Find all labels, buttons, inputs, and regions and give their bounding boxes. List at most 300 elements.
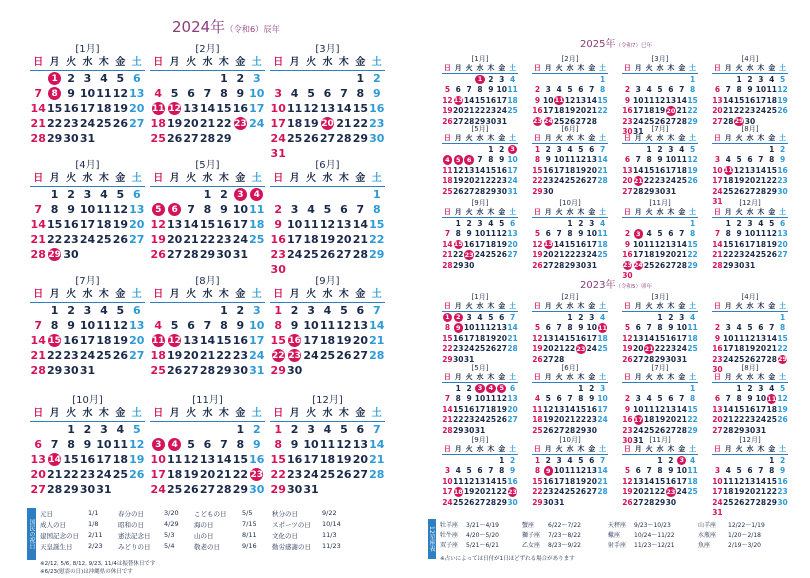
month-block [712, 436, 788, 518]
day: 25 [150, 364, 166, 377]
day: 2 [747, 383, 753, 393]
weekday-label: 土 [131, 173, 142, 184]
day: 28 [712, 260, 723, 270]
zodiac-note: ※占いによっては日付が1日ほどずれる場合があります [440, 556, 575, 562]
zodiac-sign: 乙女座 [522, 542, 541, 549]
month-block [270, 44, 385, 161]
day: 14 [597, 466, 608, 476]
day: 31 [79, 364, 96, 377]
day: 13 [183, 334, 199, 347]
day: 15 [63, 453, 79, 466]
day: 28 [507, 344, 518, 354]
empty-cell [166, 303, 182, 318]
empty-cell [554, 218, 565, 229]
day: 17 [79, 334, 96, 347]
weekday-label: 火 [465, 64, 473, 72]
day: 15 [654, 333, 666, 343]
empty-cell [442, 74, 453, 85]
day: 30 [249, 483, 265, 496]
weekday-header [712, 134, 788, 144]
day: 17 [474, 404, 486, 414]
empty-cell [622, 383, 633, 394]
day: 25 [564, 487, 576, 497]
day: 16 [665, 476, 677, 486]
holiday-day: 11 [767, 394, 777, 403]
day: 24 [586, 250, 597, 260]
weekday-label: 月 [49, 289, 60, 300]
day: 24 [232, 233, 248, 246]
day: 29 [453, 425, 464, 435]
day: 31 [665, 186, 677, 196]
day: 29 [687, 116, 698, 126]
day: 17 [303, 453, 319, 466]
day: 2 [534, 85, 541, 95]
day: 26 [303, 132, 319, 145]
day: 7 [679, 85, 685, 95]
day: 11 [507, 85, 518, 95]
day: 11 [733, 333, 745, 343]
month-block [622, 364, 698, 446]
holiday-name: 海の日 [194, 521, 214, 529]
day: 19 [622, 344, 633, 354]
day: 13 [622, 165, 633, 175]
weekday-label: 火 [645, 208, 653, 216]
day: 22 [733, 106, 745, 116]
day: 15 [270, 334, 286, 347]
day: 14 [553, 239, 565, 249]
day: 5 [657, 394, 663, 404]
day: 22 [46, 349, 63, 362]
holiday-day: 11 [151, 335, 165, 346]
day: 7 [444, 229, 451, 239]
day: 12 [463, 476, 475, 486]
day: 24 [676, 344, 687, 354]
weekday-label: 木 [757, 445, 765, 453]
day: 12 [442, 95, 453, 105]
day: 28 [30, 364, 46, 377]
day: 16 [654, 165, 666, 175]
day: 26 [733, 186, 745, 196]
day: 24 [496, 106, 507, 116]
day: 13 [474, 476, 486, 486]
day: 22 [532, 176, 543, 186]
day-grid [622, 455, 698, 508]
empty-cell [532, 312, 543, 323]
day: 18 [643, 106, 655, 116]
day: 8 [488, 155, 494, 165]
weekday-label: 木 [338, 408, 349, 419]
day: 9 [624, 404, 631, 414]
day: 17 [744, 239, 756, 249]
weekday-header [532, 134, 608, 144]
day: 25 [643, 116, 655, 126]
day: 10 [755, 85, 767, 95]
day: 3 [679, 312, 685, 322]
weekday-label: 土 [599, 373, 607, 381]
day: 4 [599, 218, 606, 228]
day: 27 [755, 354, 767, 364]
weekday-label: 木 [338, 57, 349, 68]
empty-cell [442, 144, 453, 155]
day: 28 [485, 497, 497, 507]
day: 24 [712, 186, 723, 196]
weekday-header [622, 134, 698, 144]
day: 10 [270, 102, 286, 115]
day: 30 [622, 436, 633, 446]
empty-cell [453, 74, 464, 85]
holiday-date: 4/29 [164, 520, 179, 528]
day-grid [442, 74, 518, 127]
zodiac-dates: 6/22〜7/22 [548, 522, 581, 529]
weekday-label: 土 [779, 134, 787, 142]
day: 24 [597, 415, 608, 425]
empty-cell [554, 74, 565, 85]
weekday-label: 月 [634, 302, 642, 310]
day: 12 [532, 239, 543, 249]
day: 31 [633, 436, 644, 446]
day: 21 [643, 487, 655, 497]
holiday-date: 9/22 [322, 509, 337, 517]
weekday-label: 日 [623, 445, 631, 453]
day: 16 [270, 233, 286, 246]
day: 20 [183, 349, 199, 362]
day: 30 [622, 271, 633, 281]
day: 15 [564, 333, 576, 343]
weekday-label: 火 [645, 134, 653, 142]
month-name: [2月] [561, 55, 579, 63]
day: 16 [575, 333, 587, 343]
day: 21 [442, 250, 453, 260]
weekday-label: 金 [588, 208, 596, 216]
weekday-label: 木 [757, 134, 765, 142]
day: 12 [777, 394, 788, 404]
day: 8 [689, 229, 696, 239]
day: 19 [744, 344, 756, 354]
day: 8 [372, 203, 381, 216]
day: 30 [453, 354, 464, 364]
holiday-day: 23 [532, 117, 542, 126]
zodiac-sign: 蠍座 [608, 532, 621, 539]
day: 1 [657, 455, 663, 465]
day: 5 [466, 466, 472, 476]
day: 12 [336, 319, 352, 332]
day: 26 [183, 483, 199, 496]
day: 9 [220, 203, 228, 216]
zodiac-dates: 3/21〜4/19 [466, 522, 499, 529]
weekday-header [150, 172, 265, 187]
holiday-name: 文化の日 [272, 532, 298, 540]
day: 8 [50, 319, 59, 332]
day: 19 [777, 404, 788, 414]
day: 27 [129, 349, 145, 362]
day: 5 [567, 85, 573, 95]
day: 12 [129, 438, 145, 451]
holiday-day: 16 [288, 335, 301, 346]
day: 7 [203, 319, 212, 332]
day: 31 [474, 425, 486, 435]
weekday-label: 金 [588, 445, 596, 453]
month-block [150, 395, 265, 497]
weekday-label: 月 [49, 57, 60, 68]
weekday-label: 金 [588, 64, 596, 72]
month-name: [3月] [315, 44, 340, 55]
empty-cell [150, 303, 166, 318]
day: 28 [216, 483, 232, 496]
day: 17 [249, 102, 265, 115]
day: 3 [758, 383, 764, 393]
weekday-label: 火 [645, 373, 653, 381]
day: 14 [336, 102, 352, 115]
zodiac-dates: 4/20〜5/20 [466, 532, 499, 539]
day: 27 [453, 116, 464, 126]
day: 10 [586, 323, 597, 333]
day: 2 [509, 455, 516, 465]
day: 8 [203, 203, 212, 216]
day: 2 [290, 304, 299, 317]
day: 6 [589, 144, 595, 154]
day: 23 [485, 106, 497, 116]
weekday-label: 月 [169, 408, 180, 419]
day: 3 [252, 72, 261, 85]
day: 27 [633, 497, 644, 507]
month-block [622, 293, 698, 365]
day: 15 [766, 476, 777, 486]
day: 23 [712, 354, 723, 364]
weekday-label: 月 [544, 302, 552, 310]
holiday-day: 23 [666, 487, 676, 496]
empty-cell [755, 312, 766, 323]
day: 30 [216, 248, 232, 261]
day: 9 [290, 319, 299, 332]
day: 15 [496, 476, 507, 486]
day: 9 [578, 229, 584, 239]
day: 8 [646, 155, 652, 165]
day: 3 [307, 304, 315, 317]
day: 20 [463, 176, 475, 186]
day: 20 [352, 334, 368, 347]
day: 18 [507, 95, 518, 105]
day: 10 [633, 239, 644, 249]
day: 15 [532, 165, 543, 175]
month-name: [3月] [651, 293, 669, 301]
day: 6 [323, 87, 332, 100]
empty-cell [622, 312, 633, 323]
day: 7 [444, 394, 451, 404]
day: 9 [779, 155, 786, 165]
weekday-label: 月 [634, 445, 642, 453]
weekday-header [30, 172, 145, 187]
day: 25 [319, 468, 336, 481]
month-block [532, 364, 608, 436]
day: 7 [356, 203, 365, 216]
month-block [442, 364, 518, 436]
weekday-label: 木 [338, 173, 349, 184]
day: 17 [79, 102, 96, 115]
day: 12 [112, 87, 128, 100]
day: 6 [187, 319, 195, 332]
day: 4 [769, 383, 775, 393]
day-grid [270, 422, 385, 497]
day: 26 [777, 106, 788, 116]
holiday-day: 13 [453, 96, 463, 105]
weekday-label: 水 [322, 173, 333, 184]
day: 7 [34, 87, 43, 100]
day: 12 [543, 404, 554, 414]
title-2023-eto: 卯年 [640, 284, 652, 290]
empty-cell [319, 187, 335, 202]
month-name: [8月] [741, 364, 759, 372]
empty-cell [532, 383, 543, 394]
empty-cell [532, 74, 543, 85]
day: 8 [534, 155, 541, 165]
day-grid [622, 144, 698, 197]
day: 15 [474, 95, 486, 105]
empty-cell [30, 422, 46, 437]
title-2025-year: 2025年 [580, 39, 616, 50]
day: 10 [633, 95, 644, 105]
weekday-header [442, 208, 518, 218]
zodiac-dates: 5/21〜6/21 [466, 542, 499, 549]
day: 29 [270, 483, 286, 496]
day: 2 [290, 423, 299, 436]
day: 11 [474, 323, 486, 333]
weekday-label: 日 [533, 302, 541, 310]
weekday-header [442, 445, 518, 455]
day: 11 [687, 466, 698, 476]
day: 2 [545, 144, 551, 154]
day: 11 [303, 218, 319, 231]
day: 3 [556, 455, 562, 465]
zodiac-sign: 牡羊座 [440, 522, 459, 529]
day: 6 [589, 455, 595, 465]
holiday-date: 5/3 [164, 531, 175, 539]
day: 27 [319, 132, 336, 145]
day: 3 [83, 304, 92, 317]
day: 27 [543, 260, 554, 270]
day: 18 [766, 404, 777, 414]
holiday-name: 憲法記念日 [118, 532, 151, 540]
month-name: [4月] [741, 55, 759, 63]
day: 2 [274, 203, 283, 216]
day: 19 [532, 344, 543, 354]
holiday-day: 11 [598, 323, 608, 332]
weekday-label: 金 [235, 173, 246, 184]
day: 18 [755, 239, 767, 249]
day: 12 [453, 165, 464, 175]
holiday-date: 10/14 [322, 520, 341, 528]
day: 25 [766, 106, 777, 116]
day: 31 [586, 260, 597, 270]
zodiac-dates: 2/19〜3/20 [728, 542, 761, 549]
day: 28 [723, 425, 734, 435]
day: 26 [166, 132, 183, 145]
day: 14 [199, 334, 216, 347]
weekday-label: 金 [235, 289, 246, 300]
month-name: [7月] [75, 276, 100, 287]
holiday-date: 1/1 [88, 509, 99, 517]
day: 10 [755, 394, 767, 404]
holiday-day: 4 [250, 188, 263, 201]
day: 13 [755, 333, 767, 343]
day: 16 [232, 102, 248, 115]
empty-cell [485, 455, 496, 466]
weekday-label: 日 [273, 173, 284, 184]
day: 21 [723, 415, 734, 425]
day: 5 [657, 85, 663, 95]
day: 1 [274, 304, 283, 317]
day: 2 [372, 72, 381, 85]
day: 22 [687, 415, 698, 425]
day: 27 [712, 425, 723, 435]
weekday-header [150, 288, 265, 303]
day: 29 [564, 260, 576, 270]
weekday-label: 火 [735, 134, 743, 142]
month-name: [6月] [561, 125, 579, 133]
day: 13 [199, 453, 216, 466]
day: 6 [714, 85, 721, 95]
day: 17 [676, 476, 687, 486]
day: 17 [586, 239, 597, 249]
day: 23 [777, 487, 788, 497]
day: 8 [455, 229, 461, 239]
day: 14 [755, 476, 767, 486]
month-block [442, 199, 518, 271]
day: 3 [499, 74, 505, 84]
day: 25 [597, 344, 608, 354]
day: 19 [543, 415, 554, 425]
day: 6 [578, 85, 584, 95]
day: 29 [687, 425, 698, 435]
day: 12 [532, 333, 543, 343]
day: 4 [567, 455, 573, 465]
day: 5 [499, 218, 505, 228]
weekday-label: 火 [66, 57, 77, 68]
day: 18 [676, 165, 687, 175]
day: 4 [100, 188, 108, 201]
day: 26 [622, 354, 633, 364]
day: 2 [779, 144, 786, 154]
day: 18 [485, 404, 497, 414]
weekday-label: 月 [169, 173, 180, 184]
day-grid [712, 218, 788, 271]
day: 23 [79, 468, 96, 481]
day: 20 [665, 415, 677, 425]
month-block [270, 160, 385, 277]
day: 7 [567, 394, 573, 404]
month-name: [2月] [561, 293, 579, 301]
day: 1 [499, 455, 505, 465]
weekday-header [270, 407, 385, 422]
day: 21 [564, 415, 576, 425]
day: 25 [676, 176, 687, 186]
holiday-name: 敬老の日 [194, 543, 220, 551]
month-name: [6月] [561, 364, 579, 372]
day-grid [622, 312, 698, 365]
day: 1 [372, 188, 381, 201]
month-name: [4月] [75, 160, 100, 171]
weekday-label: 土 [779, 445, 787, 453]
day: 6 [34, 438, 43, 451]
day: 2 [236, 304, 245, 317]
weekday-label: 水 [476, 134, 484, 142]
empty-cell [676, 74, 687, 85]
day: 11 [319, 319, 336, 332]
holiday-date: 9/16 [242, 542, 257, 550]
day: 14 [474, 165, 486, 175]
day: 15 [643, 165, 655, 175]
holiday-day: 14 [48, 454, 61, 465]
day: 17 [270, 117, 286, 130]
